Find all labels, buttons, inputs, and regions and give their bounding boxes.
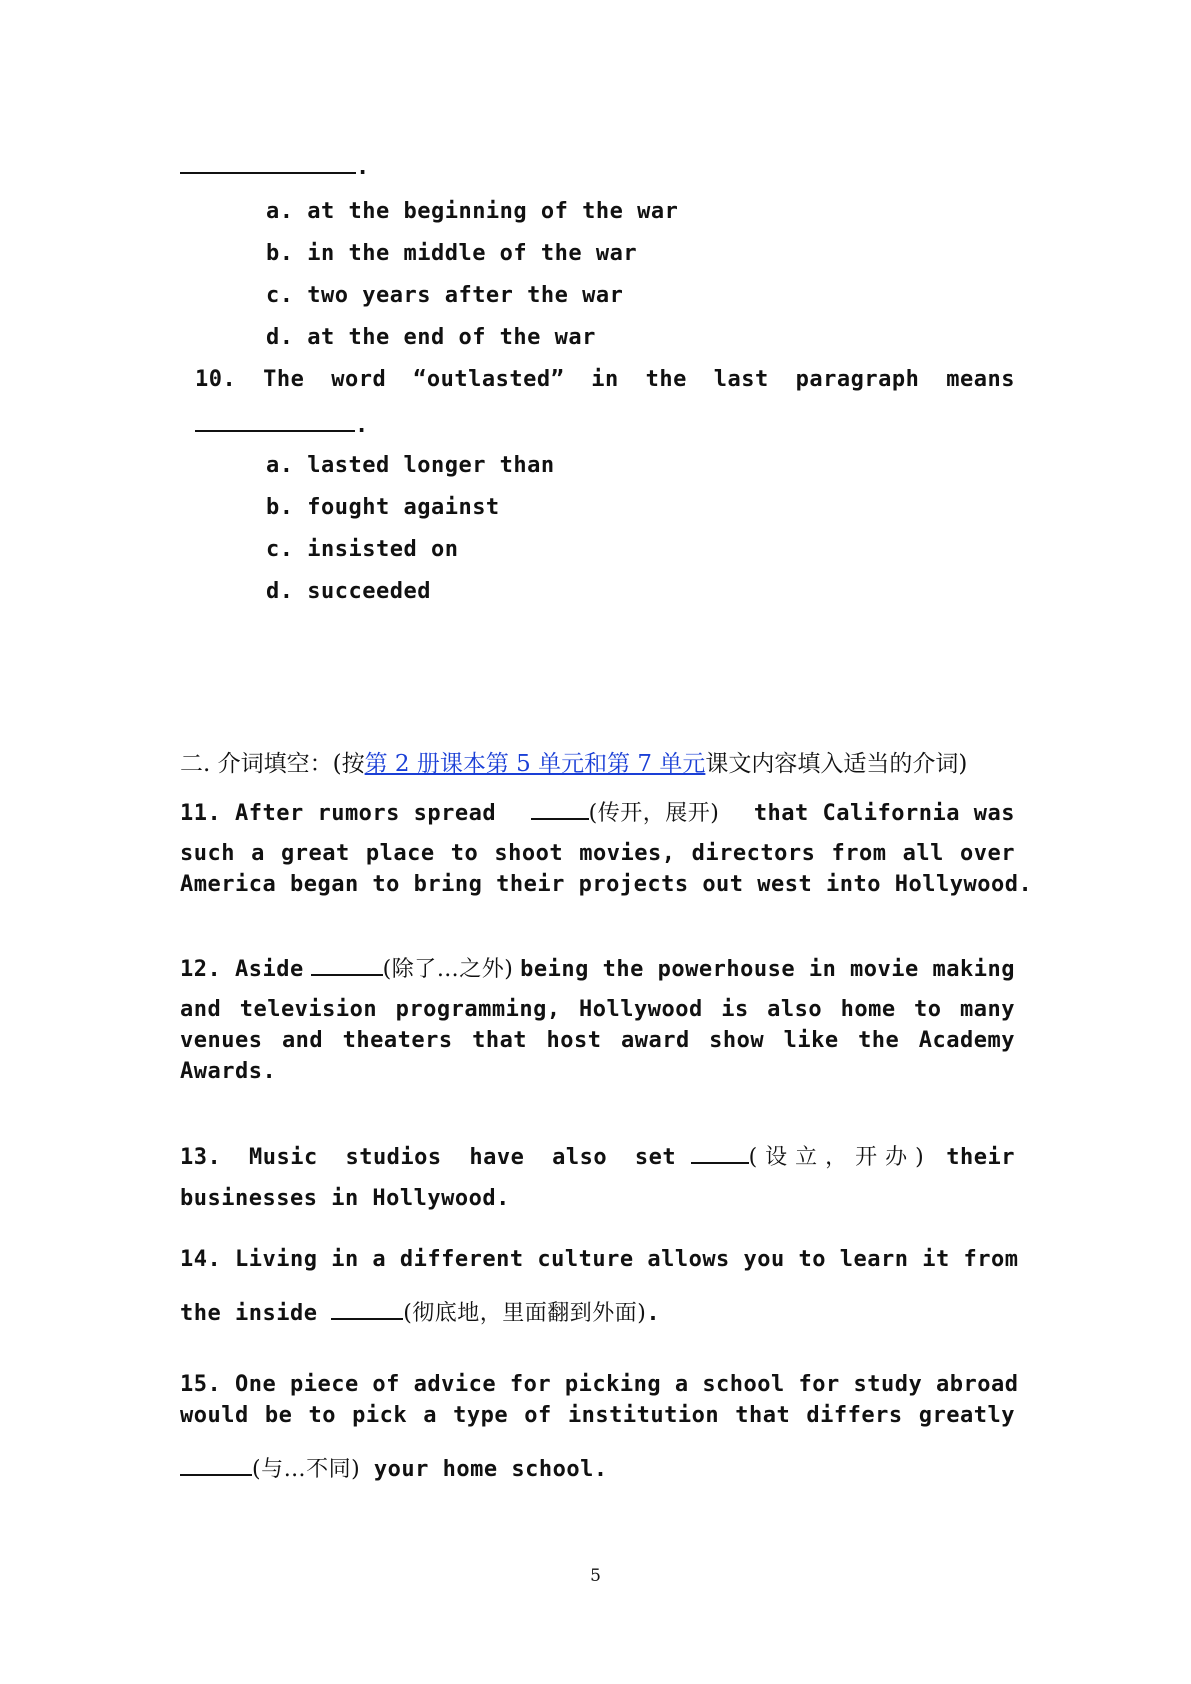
- q10-blank[interactable]: [195, 410, 355, 432]
- q10-answer-line: .: [195, 410, 369, 438]
- section-heading: 二. 介词填空：(按第 2 册课本第 5 单元和第 7 单元课文内容填入适当的介词): [180, 751, 968, 777]
- q12-line2: and television programming, Hollywood is also home to many: [180, 997, 1015, 1022]
- q11-line1: 11. After rumors spread (传开，展开) that California was: [180, 796, 1015, 827]
- q12-line4: Awards.: [180, 1059, 277, 1084]
- q9-answer-line: .: [180, 152, 370, 180]
- textbook-link[interactable]: 第 2 册课本第 5 单元和第 7 单元: [364, 751, 706, 777]
- q13-line1: 13. Music studios have also set (设立，开办) their: [180, 1140, 1015, 1171]
- q12-line3: venues and theaters that host award show like the Academy: [180, 1028, 1015, 1053]
- q9-option-a: a. at the beginning of the war: [266, 199, 679, 224]
- q14-line1: 14. Living in a different culture allows you to learn it from: [180, 1247, 1019, 1272]
- q15-blank[interactable]: [180, 1454, 252, 1476]
- q15-line1: 15. One piece of advice for picking a school for study abroad: [180, 1372, 1019, 1397]
- q10-number: 10.: [195, 367, 237, 392]
- q10-option-a: a. lasted longer than: [266, 453, 555, 478]
- q12-blank[interactable]: [311, 954, 383, 976]
- q10-stem: 10. The word “outlasted” in the last paragraph means: [195, 367, 1015, 392]
- q15-line3: (与…不同) your home school.: [180, 1452, 608, 1483]
- q13-line2: businesses in Hollywood.: [180, 1186, 510, 1211]
- q11-blank[interactable]: [531, 798, 589, 820]
- q9-option-c: c. two years after the war: [266, 283, 624, 308]
- q13-blank[interactable]: [691, 1142, 749, 1164]
- q12-line1: 12. Aside (除了…之外) being the powerhouse in movie making: [180, 952, 1015, 983]
- page-number: 5: [590, 1566, 601, 1586]
- q15-line2: would be to pick a type of institution that differs greatly: [180, 1403, 1015, 1428]
- q14-blank[interactable]: [331, 1298, 403, 1320]
- q10-option-c: c. insisted on: [266, 537, 459, 562]
- q9-option-d: d. at the end of the war: [266, 325, 596, 350]
- q11-line2: such a great place to shoot movies, directors from all over: [180, 841, 1015, 866]
- q11-line3: America began to bring their projects out west into Hollywood.: [180, 872, 1033, 897]
- q14-line2: the inside (彻底地，里面翻到外面).: [180, 1296, 660, 1327]
- q9-blank[interactable]: [180, 152, 356, 174]
- q10-option-d: d. succeeded: [266, 579, 431, 604]
- q10-option-b: b. fought against: [266, 495, 500, 520]
- q9-option-b: b. in the middle of the war: [266, 241, 638, 266]
